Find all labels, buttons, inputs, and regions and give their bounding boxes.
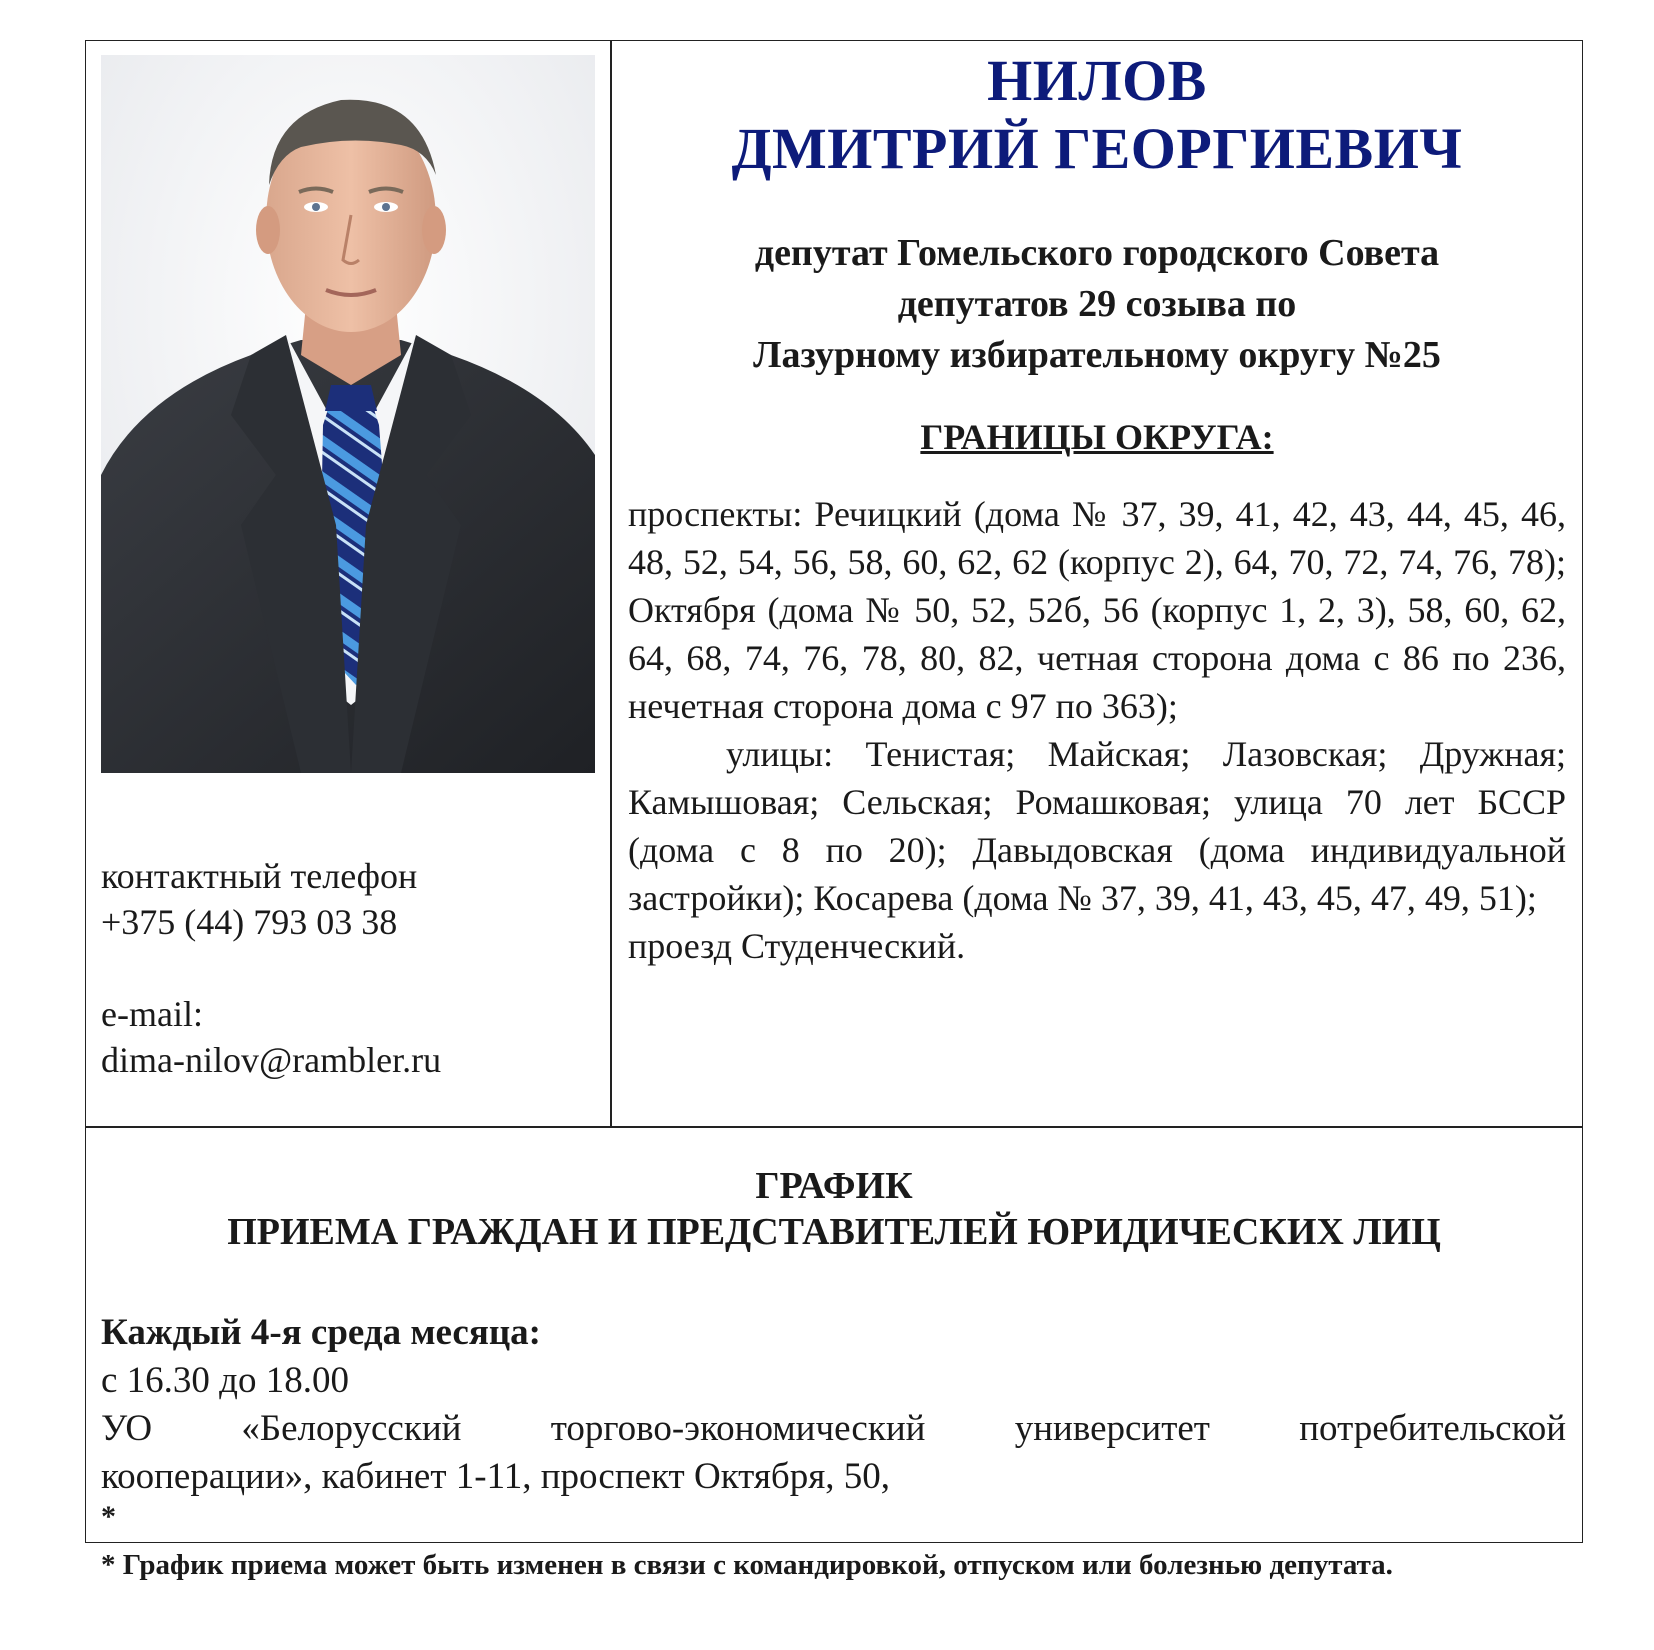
deputy-portrait-photo <box>101 55 595 773</box>
schedule-place-line-1: УО «Белорусский торгово-экономический университет потребительской <box>101 1408 1566 1449</box>
borders-passage: проезд Студенческий. <box>628 926 966 966</box>
phone-number[interactable]: +375 (44) 793 03 38 <box>101 902 398 942</box>
borders-avenues: проспекты: Речицкий (дома № 37, 39, 41, 42, 43, 44, 45, 46, 48, 52, 54, 56, 58, 60, 62, 62 (корпус 2), 64, 70, 72, 74, 76, 78); Октября (дома № 50, 52, 52б, 56 (корпус 1, 2, 3), 58, 60, 62, 64, 68, 74, 76, 78, 80, 82, четная сторона дома с 86 по 236, нечетная сторона дома с 97 по 363); <box>628 494 1566 726</box>
schedule-place-line-2: кооперации», кабинет 1-11, проспект Октября, 50, <box>101 1456 890 1497</box>
schedule-heading <box>85 1163 1583 1255</box>
deputy-role <box>611 228 1583 381</box>
schedule-time: с 16.30 до 18.00 <box>101 1360 349 1401</box>
footnote: * График приема может быть изменен в связи с командировкой, отпуском или болезнью депутата. <box>101 1549 1393 1581</box>
schedule-details <box>101 1309 1566 1533</box>
deputy-given-names: ДМИТРИЙ ГЕОРГИЕВИЧ <box>731 116 1463 181</box>
borders-streets: улицы: Тенистая; Майская; Лазовская; Дружная; Камышовая; Сельская; Ромашковая; улица 70 лет БССР (дома с 8 по 20); Давыдовская (дома индивидуальной застройки); Косарева (дома № 37, 39, 41, 43, 45, 47, 49, 51); <box>628 734 1566 918</box>
role-line-2: депутатов 29 созыва по <box>897 283 1297 325</box>
schedule-title-2: ПРИЕМА ГРАЖДАН И ПРЕДСТАВИТЕЛЕЙ ЮРИДИЧЕСКИХ ЛИЦ <box>227 1211 1441 1253</box>
contact-block <box>101 853 441 1083</box>
section-divider <box>85 1126 1583 1128</box>
phone-label: контактный телефон <box>101 856 418 896</box>
district-borders-text <box>628 490 1566 970</box>
deputy-surname: НИЛОВ <box>987 48 1207 113</box>
role-line-3: Лазурному избирательному округу №25 <box>753 334 1441 376</box>
column-divider <box>610 40 612 1127</box>
schedule-asterisk: * <box>101 1500 116 1533</box>
district-borders-heading: ГРАНИЦЫ ОКРУГА: <box>920 417 1274 457</box>
email-address[interactable]: dima-nilov@rambler.ru <box>101 1040 442 1080</box>
schedule-title-1: ГРАФИК <box>755 1165 913 1207</box>
schedule-day: Каждый 4-я среда месяца: <box>101 1312 541 1353</box>
email-label: e-mail: <box>101 994 203 1034</box>
role-line-1: депутат Гомельского городского Совета <box>754 232 1440 274</box>
